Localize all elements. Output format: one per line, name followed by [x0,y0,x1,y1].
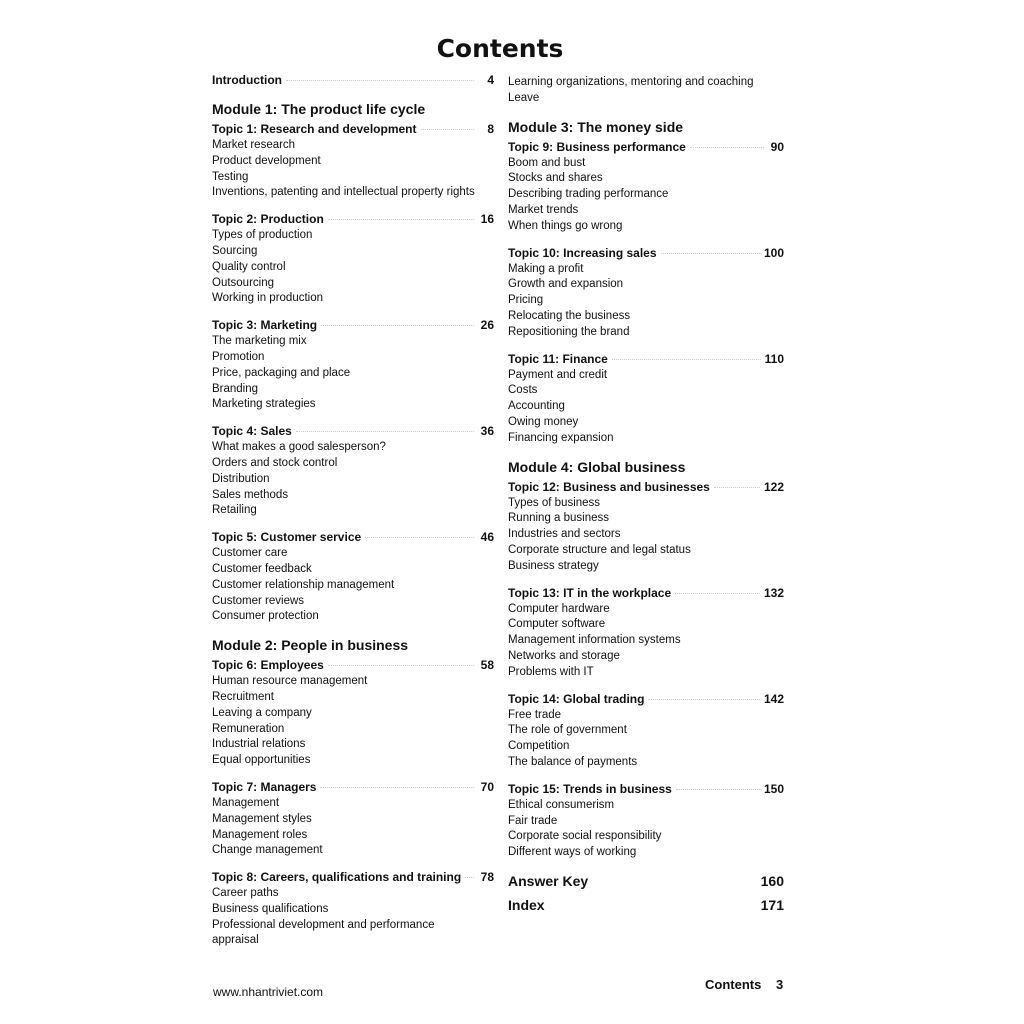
entry-title: Fair trade [508,814,558,827]
contents-subitem [508,203,784,219]
entry-title: Growth and expansion [508,278,624,291]
entry-title: Branding [212,382,259,395]
module-heading [508,117,784,137]
entry-page-number: 132 [763,585,784,600]
entry-title: Corporate structure and legal status [508,543,691,556]
contents-subitem [508,829,784,845]
entry-title: Boom and bust [508,156,586,169]
contents-subitem [508,559,784,575]
page-number: 3 [776,977,784,992]
contents-column-right [508,75,784,917]
contents-subitem [212,753,494,769]
contents-subitem [508,262,784,278]
contents-subitem [212,366,494,382]
entry-page-number: 8 [487,122,494,136]
entry-title: Competition [508,740,570,753]
entry-title: Change management [212,844,323,857]
entry-title: When things go wrong [508,219,623,232]
entry-title: Computer hardware [508,602,610,615]
contents-entry [508,781,784,798]
contents-entry [212,869,494,886]
entry-title: Customer care [212,547,288,560]
contents-subitem [212,546,494,562]
entry-title: Topic 4: Sales [212,424,292,439]
contents-subitem [508,543,784,559]
entry-title: Product development [212,154,321,167]
entry-title: Promotion [212,350,265,363]
contents-entry [212,317,494,334]
dot-leader [328,219,474,220]
entry-title: Remuneration [212,722,285,735]
contents-subitem [212,244,494,260]
entry-title: Making a profit [508,262,584,275]
dot-leader [286,80,474,81]
entry-title: Leaving a company [212,706,312,719]
contents-subitem [212,843,494,859]
entry-page-number: 4 [487,73,494,87]
entry-title: Distribution [212,472,270,485]
entry-title: Introduction [212,73,282,87]
entry-page-number: 26 [480,318,494,333]
contents-entry [508,139,784,156]
entry-title: Module 3: The money side [508,118,684,135]
entry-title: Industries and sectors [508,528,621,541]
entry-title: Sales methods [212,488,289,501]
entry-title: Topic 10: Increasing sales [508,245,657,260]
entry-page-number: 142 [763,691,784,706]
contents-subitem [508,708,784,724]
entry-title: Topic 15: Trends in business [508,781,672,796]
contents-subitem [508,219,784,235]
module-heading [508,457,784,477]
contents-subitem [212,828,494,844]
contents-entry [212,779,494,796]
entry-title: Topic 5: Customer service [212,530,362,545]
entry-title: Inventions, patenting and intellectual property rights [212,186,475,199]
entry-title: Topic 6: Employees [212,658,324,673]
contents-entry [212,657,494,674]
contents-subitem [508,156,784,172]
contents-entry [212,529,494,546]
entry-title: Costs [508,384,538,397]
dot-leader [328,665,474,666]
entry-title: Customer reviews [212,594,305,607]
contents-subitem [508,91,784,107]
contents-subitem [212,228,494,244]
contents-subitem [508,431,784,447]
entry-title: Business strategy [508,559,599,572]
entry-title: Index [508,896,545,913]
module-heading [212,99,494,119]
contents-subitem [508,277,784,293]
page-title: Contents [436,34,564,63]
footer-url: www.nhantriviet.com [213,985,324,999]
contents-entry [212,72,494,89]
entry-title: Module 4: Global business [508,458,686,475]
entry-title: Payment and credit [508,368,608,381]
contents-subitem [212,578,494,594]
contents-subitem [508,187,784,203]
dot-leader [365,537,474,538]
entry-title: Topic 2: Production [212,212,324,227]
entry-title: Describing trading performance [508,188,669,201]
contents-entry [508,893,784,917]
entry-title: Types of business [508,496,601,509]
entry-page-number: 110 [764,351,784,366]
contents-subitem [508,814,784,830]
contents-subitem [508,325,784,341]
contents-subitem [212,674,494,690]
entry-page-number: 36 [480,424,494,439]
contents-subitem [212,472,494,488]
contents-subitem [508,309,784,325]
dot-leader [465,877,474,878]
entry-page-number: 70 [480,779,494,794]
entry-title: Customer relationship management [212,578,395,591]
contents-entry [508,691,784,708]
entry-title: Professional development and performance [212,918,435,931]
entry-title: Computer software [508,618,606,631]
entry-title: Topic 3: Marketing [212,318,318,333]
contents-subitem [508,649,784,665]
entry-title: Management [212,796,280,809]
entry-title: Financing expansion [508,431,614,444]
contents-subitem [212,812,494,828]
contents-subitem [212,382,494,398]
entry-title: appraisal [212,934,259,947]
entry-page-number: 90 [770,139,784,154]
dot-leader [320,787,474,788]
entry-title: Owing money [508,415,579,428]
entry-title: The role of government [508,724,627,737]
entry-title: Recruitment [212,690,274,703]
entry-title: Outsourcing [212,276,275,289]
entry-title: Management styles [212,812,312,825]
entry-page-number: 100 [763,245,784,260]
contents-entry [508,869,784,893]
entry-title: Types of production [212,229,313,242]
entry-title: The balance of payments [508,755,638,768]
contents-subitem [212,456,494,472]
contents-subitem [212,886,494,902]
entry-title: Quality control [212,260,286,273]
entry-title: Market trends [508,203,579,216]
entry-page-number: 58 [480,658,494,673]
contents-entry [508,585,784,602]
contents-entry [212,423,494,440]
entry-page-number: 150 [763,781,784,796]
contents-subitem [508,845,784,861]
contents-subitem [508,75,784,91]
dot-leader [296,431,474,432]
contents-subitem [508,399,784,415]
contents-subitem [508,665,784,681]
entry-title: Consumer protection [212,610,319,623]
dot-leader [648,699,760,700]
contents-subitem [508,415,784,431]
entry-title: Pricing [508,294,544,307]
entry-title: Customer feedback [212,562,312,575]
entry-title: Topic 9: Business performance [508,139,686,154]
entry-title: Business qualifications [212,902,329,915]
contents-subitem [508,617,784,633]
contents-column-left [212,72,494,949]
entry-title: Leave [508,91,540,104]
contents-subitem [508,739,784,755]
entry-title: Different ways of working [508,846,637,859]
contents-subitem [212,488,494,504]
entry-title: Topic 1: Research and development [212,122,417,136]
entry-title: Topic 11: Finance [508,351,608,366]
entry-page-number: 78 [480,870,494,885]
entry-title: Sourcing [212,244,258,257]
entry-title: Human resource management [212,675,368,688]
contents-subitem [212,918,494,934]
entry-title: The marketing mix [212,335,307,348]
contents-subitem [212,706,494,722]
entry-title: Topic 13: IT in the workplace [508,585,672,600]
dot-leader [421,129,475,130]
contents-subitem [212,260,494,276]
contents-entry [508,479,784,496]
contents-subitem [508,798,784,814]
contents-subitem [508,496,784,512]
entry-title: Management roles [212,828,308,841]
entry-title: Stocks and shares [508,172,603,185]
entry-title: Topic 7: Managers [212,779,317,794]
dot-leader [675,593,760,594]
entry-title: Working in production [212,292,324,305]
contents-subitem [212,154,494,170]
contents-subitem [508,602,784,618]
contents-subitem [212,562,494,578]
entry-title: Orders and stock control [212,456,338,469]
contents-subitem [212,594,494,610]
entry-title: Learning organizations, mentoring and coaching [508,76,754,88]
contents-subitem [212,185,494,201]
entry-title: Topic 8: Careers, qualifications and training [212,870,462,885]
contents-subitem [508,755,784,771]
entry-page-number: 16 [480,212,494,227]
dot-leader [676,789,760,790]
entry-title: Module 1: The product life cycle [212,101,426,117]
contents-entry [508,351,784,368]
contents-subitem [212,902,494,918]
entry-title: Problems with IT [508,665,594,678]
entry-page-number: 171 [760,896,784,913]
contents-subitem [508,368,784,384]
entry-title: Networks and storage [508,649,620,662]
contents-subitem [212,737,494,753]
entry-title: Equal opportunities [212,754,311,767]
contents-entry [508,245,784,262]
entry-title: Accounting [508,400,565,413]
entry-title: Industrial relations [212,738,306,751]
contents-subitem [212,440,494,456]
entry-title: Market research [212,139,296,151]
entry-title: Price, packaging and place [212,366,351,379]
contents-subitem [508,171,784,187]
contents-subitem [212,690,494,706]
entry-title: Repositioning the brand [508,325,630,338]
entry-title: Module 2: People in business [212,637,409,654]
contents-subitem [508,511,784,527]
contents-subitem [508,383,784,399]
entry-title: Marketing strategies [212,398,316,411]
entry-title: Relocating the business [508,309,631,322]
dot-leader [321,325,474,326]
contents-entry [212,211,494,228]
contents-subitem [212,350,494,366]
contents-subitem [212,276,494,292]
entry-title: What makes a good salesperson? [212,441,386,454]
contents-subitem [212,397,494,413]
contents-entry [212,121,494,138]
entry-title: Retailing [212,504,257,517]
entry-page-number: 122 [763,479,784,494]
dot-leader [690,147,764,148]
contents-subitem [212,334,494,350]
entry-page-number: 160 [760,872,784,889]
contents-subitem [212,170,494,186]
entry-title: Management information systems [508,634,681,647]
contents-subitem [212,138,494,154]
entry-title: Answer Key [508,872,589,889]
contents-subitem [212,933,494,949]
dot-leader [714,487,760,488]
contents-subitem [212,796,494,812]
contents-subitem [212,609,494,625]
contents-subitem [508,723,784,739]
entry-page-number: 46 [480,530,494,545]
entry-title: Running a business [508,512,610,525]
entry-title: Testing [212,170,249,183]
entry-title: Topic 12: Business and businesses [508,479,710,494]
contents-subitem [508,633,784,649]
contents-subitem [212,291,494,307]
entry-title: Career paths [212,887,279,900]
dot-leader [661,253,760,254]
contents-subitem [212,722,494,738]
contents-subitem [508,293,784,309]
contents-subitem [212,503,494,519]
contents-subitem [508,527,784,543]
entry-title: Free trade [508,708,562,721]
module-heading [212,635,494,655]
entry-title: Topic 14: Global trading [508,691,645,706]
entry-title: Corporate social responsibility [508,830,662,843]
entry-title: Ethical consumerism [508,798,615,811]
footer-section-label: Contents [705,977,762,992]
dot-leader [612,359,761,360]
